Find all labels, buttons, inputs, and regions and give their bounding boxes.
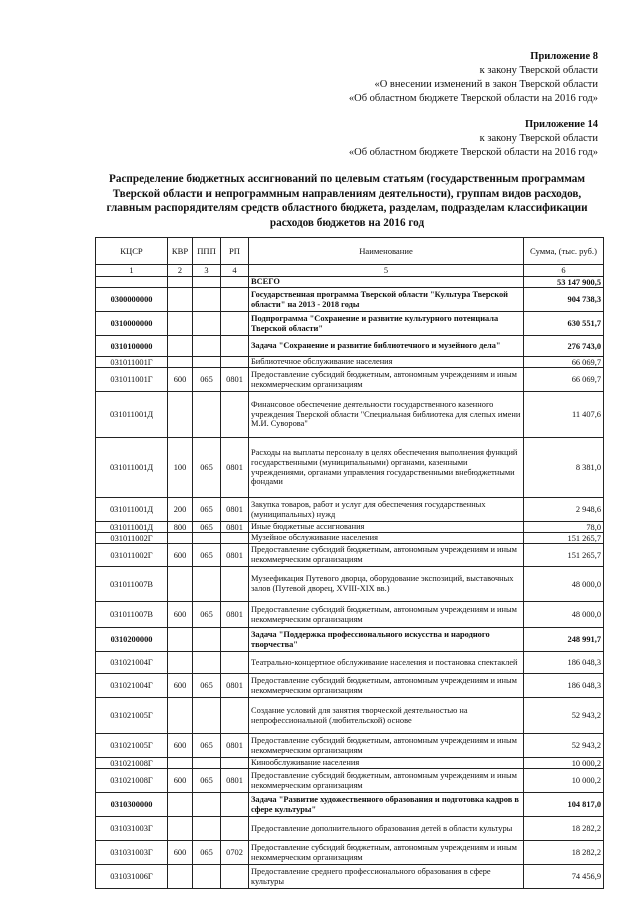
rp-cell: 0801 xyxy=(221,522,249,533)
sum-cell: 186 048,3 xyxy=(524,674,604,698)
name-cell: Предоставление субсидий бюджетным, автономным учреждениям и иным некоммерческим организациям xyxy=(249,544,524,567)
appendix-8-line2: «О внесении изменений в закон Тверской области xyxy=(374,79,598,90)
ppp-cell xyxy=(193,312,221,336)
index-cell: 3 xyxy=(193,265,221,277)
table-row xyxy=(96,628,604,652)
rp-cell: 0801 xyxy=(221,734,249,758)
rp-cell xyxy=(221,628,249,652)
name-cell: Театрально-концертное обслуживание населения и постановка спектаклей xyxy=(249,652,524,674)
ppp-cell: 065 xyxy=(193,734,221,758)
kvr-cell: 100 xyxy=(168,438,193,498)
name-cell: Библиотечное обслуживание населения xyxy=(249,357,524,368)
ppp-cell: 065 xyxy=(193,544,221,567)
kvr-cell xyxy=(168,698,193,734)
table-row xyxy=(96,567,604,602)
table-row xyxy=(96,312,604,336)
kcsr-cell: 031011001Г xyxy=(96,368,168,392)
kcsr-cell: 031011001Д xyxy=(96,438,168,498)
kcsr-cell: 0310200000 xyxy=(96,628,168,652)
ppp-cell: 065 xyxy=(193,522,221,533)
kcsr-cell: 0300000000 xyxy=(96,288,168,312)
appendix-14-line2: «Об областном бюджете Тверской области на 2016 год» xyxy=(348,147,598,158)
rp-cell: 0801 xyxy=(221,602,249,628)
col-header-kcsr: КЦСР xyxy=(96,238,168,265)
index-cell: 2 xyxy=(168,265,193,277)
ppp-cell xyxy=(193,758,221,769)
ppp-cell: 065 xyxy=(193,438,221,498)
appendix-14-label: Приложение 14 xyxy=(525,119,598,130)
ppp-cell xyxy=(193,698,221,734)
rp-cell xyxy=(221,793,249,817)
sum-cell: 151 265,7 xyxy=(524,533,604,544)
kcsr-cell: 031031003Г xyxy=(96,841,168,865)
kvr-cell: 200 xyxy=(168,498,193,522)
name-cell: Расходы на выплаты персоналу в целях обеспечения выполнения функций государственными (муниципальными) органами, казенными учреждениями, органами управления государственными внебюджетными фондами xyxy=(249,438,524,498)
col-header-rp: РП xyxy=(221,238,249,265)
sum-cell: 66 069,7 xyxy=(524,357,604,368)
kcsr-cell: 031021008Г xyxy=(96,758,168,769)
document-title: Распределение бюджетных ассигнований по целевым статьям (государственным программам Тверской области и непрограммным направлениям деятельности), группам видов расходов, главным распорядителям средств областного бюджета, разделам, подразделам классификации расходов бюджетов на 2016 год xyxy=(106,173,588,229)
kvr-cell: 600 xyxy=(168,602,193,628)
kcsr-cell: 031011001Д xyxy=(96,522,168,533)
budget-table xyxy=(95,237,604,889)
appendix-8-line3: «Об областном бюджете Тверской области на 2016 год» xyxy=(348,93,598,104)
table-row xyxy=(96,438,604,498)
kcsr-cell: 031021004Г xyxy=(96,674,168,698)
table-row xyxy=(96,498,604,522)
kvr-cell: 600 xyxy=(168,841,193,865)
kvr-cell xyxy=(168,357,193,368)
sum-cell: 18 282,2 xyxy=(524,841,604,865)
kvr-cell: 600 xyxy=(168,769,193,793)
ppp-cell xyxy=(193,817,221,841)
name-cell: Предоставление дополнительного образования детей в области культуры xyxy=(249,817,524,841)
name-cell: Предоставление субсидий бюджетным, автономным учреждениям и иным некоммерческим организациям xyxy=(249,674,524,698)
ppp-cell: 065 xyxy=(193,674,221,698)
index-cell: 5 xyxy=(249,265,524,277)
sum-cell: 630 551,7 xyxy=(524,312,604,336)
rp-cell xyxy=(221,277,249,288)
ppp-cell xyxy=(193,357,221,368)
rp-cell xyxy=(221,652,249,674)
appendix-14-header xyxy=(349,118,598,160)
sum-cell: 52 943,2 xyxy=(524,734,604,758)
col-header-kvr: КВР xyxy=(168,238,193,265)
ppp-cell xyxy=(193,793,221,817)
kvr-cell xyxy=(168,288,193,312)
ppp-cell: 065 xyxy=(193,602,221,628)
ppp-cell xyxy=(193,533,221,544)
name-cell: Предоставление субсидий бюджетным, автономным учреждениям и иным некоммерческим организациям xyxy=(249,602,524,628)
sum-cell: 2 948,6 xyxy=(524,498,604,522)
table-body xyxy=(96,277,604,889)
kcsr-cell: 031011002Г xyxy=(96,533,168,544)
ppp-cell xyxy=(193,567,221,602)
kvr-cell: 800 xyxy=(168,522,193,533)
sum-cell: 78,0 xyxy=(524,522,604,533)
rp-cell xyxy=(221,312,249,336)
table-row xyxy=(96,277,604,288)
col-header-sum: Сумма, (тыс. руб.) xyxy=(524,238,604,265)
rp-cell xyxy=(221,865,249,889)
rp-cell xyxy=(221,357,249,368)
sum-cell: 18 282,2 xyxy=(524,817,604,841)
kcsr-cell: 031021004Г xyxy=(96,652,168,674)
name-cell: Задача "Развитие художественного образования и подготовка кадров в сфере культуры" xyxy=(249,793,524,817)
sum-cell: 74 456,9 xyxy=(524,865,604,889)
kcsr-cell: 031011007В xyxy=(96,567,168,602)
index-cell: 6 xyxy=(524,265,604,277)
sum-cell: 186 048,3 xyxy=(524,652,604,674)
kcsr-cell: 031031006Г xyxy=(96,865,168,889)
ppp-cell: 065 xyxy=(193,769,221,793)
sum-cell: 151 265,7 xyxy=(524,544,604,567)
name-cell: Кинообслуживание населения xyxy=(249,758,524,769)
kvr-cell xyxy=(168,758,193,769)
ppp-cell: 065 xyxy=(193,368,221,392)
ppp-cell xyxy=(193,336,221,357)
kvr-cell xyxy=(168,277,193,288)
rp-cell: 0801 xyxy=(221,769,249,793)
kcsr-cell: 031031003Г xyxy=(96,817,168,841)
name-cell: Государственная программа Тверской области "Культура Тверской области" на 2013 - 2018 годы xyxy=(249,288,524,312)
table-row xyxy=(96,357,604,368)
table-row xyxy=(96,817,604,841)
appendix-8-line1: к закону Тверской области xyxy=(479,65,598,76)
name-cell: Создание условий для занятия творческой деятельностью на непрофессиональной (любительской) основе xyxy=(249,698,524,734)
rp-cell: 0702 xyxy=(221,841,249,865)
kvr-cell xyxy=(168,312,193,336)
sum-cell: 10 000,2 xyxy=(524,769,604,793)
table-row xyxy=(96,674,604,698)
table-row xyxy=(96,793,604,817)
name-cell: Предоставление субсидий бюджетным, автономным учреждениям и иным некоммерческим организациям xyxy=(249,841,524,865)
name-cell: ВСЕГО xyxy=(249,277,524,288)
name-cell: Предоставление субсидий бюджетным, автономным учреждениям и иным некоммерческим организациям xyxy=(249,368,524,392)
kcsr-cell: 031011001Д xyxy=(96,392,168,438)
kcsr-cell xyxy=(96,277,168,288)
kvr-cell xyxy=(168,533,193,544)
index-cell: 4 xyxy=(221,265,249,277)
name-cell: Закупка товаров, работ и услуг для обеспечения государственных (муниципальных) нужд xyxy=(249,498,524,522)
kvr-cell xyxy=(168,865,193,889)
rp-cell: 0801 xyxy=(221,438,249,498)
kcsr-cell: 031011007В xyxy=(96,602,168,628)
kvr-cell xyxy=(168,793,193,817)
kvr-cell: 600 xyxy=(168,544,193,567)
kcsr-cell: 0310100000 xyxy=(96,336,168,357)
table-row xyxy=(96,533,604,544)
table-row xyxy=(96,392,604,438)
rp-cell: 0801 xyxy=(221,544,249,567)
kcsr-cell: 0310300000 xyxy=(96,793,168,817)
table-row xyxy=(96,652,604,674)
name-cell: Предоставление субсидий бюджетным, автономным учреждениям и иным некоммерческим организациям xyxy=(249,769,524,793)
rp-cell xyxy=(221,758,249,769)
table-row xyxy=(96,734,604,758)
sum-cell: 8 381,0 xyxy=(524,438,604,498)
sum-cell: 48 000,0 xyxy=(524,567,604,602)
appendix-8-header xyxy=(349,50,598,106)
kvr-cell xyxy=(168,817,193,841)
ppp-cell xyxy=(193,392,221,438)
name-cell: Подпрограмма "Сохранение и развитие культурного потенциала Тверской области" xyxy=(249,312,524,336)
kcsr-cell: 031021005Г xyxy=(96,734,168,758)
index-cell: 1 xyxy=(96,265,168,277)
kcsr-cell: 0310000000 xyxy=(96,312,168,336)
table-index-row xyxy=(96,265,604,277)
rp-cell xyxy=(221,288,249,312)
col-header-ppp: ППП xyxy=(193,238,221,265)
table-row xyxy=(96,841,604,865)
kcsr-cell: 031011001Д xyxy=(96,498,168,522)
kvr-cell: 600 xyxy=(168,368,193,392)
table-row xyxy=(96,758,604,769)
rp-cell xyxy=(221,392,249,438)
table-row xyxy=(96,288,604,312)
sum-cell: 904 738,3 xyxy=(524,288,604,312)
name-cell: Финансовое обеспечение деятельности государственного казенного учреждения Тверской области "Специальная библиотека для слепых имени М.И. Суворова" xyxy=(249,392,524,438)
name-cell: Иные бюджетные ассигнования xyxy=(249,522,524,533)
sum-cell: 48 000,0 xyxy=(524,602,604,628)
table-row xyxy=(96,865,604,889)
ppp-cell xyxy=(193,652,221,674)
kcsr-cell: 031011001Г xyxy=(96,357,168,368)
table-row xyxy=(96,602,604,628)
appendix-14-line1: к закону Тверской области xyxy=(479,133,598,144)
rp-cell xyxy=(221,567,249,602)
table-row xyxy=(96,544,604,567)
appendix-8-label: Приложение 8 xyxy=(530,51,598,62)
sum-cell: 248 991,7 xyxy=(524,628,604,652)
sum-cell: 53 147 900,5 xyxy=(524,277,604,288)
kcsr-cell: 031021008Г xyxy=(96,769,168,793)
name-cell: Музейное обслуживание населения xyxy=(249,533,524,544)
sum-cell: 104 817,0 xyxy=(524,793,604,817)
kcsr-cell: 031011002Г xyxy=(96,544,168,567)
col-header-name: Наименование xyxy=(249,238,524,265)
ppp-cell: 065 xyxy=(193,841,221,865)
name-cell: Музеефикация Путевого дворца, оборудование экспозиций, выставочных залов (Путевой дворец, XVIII-XIX вв.) xyxy=(249,567,524,602)
sum-cell: 10 000,2 xyxy=(524,758,604,769)
name-cell: Задача "Сохранение и развитие библиотечного и музейного дела" xyxy=(249,336,524,357)
table-row xyxy=(96,698,604,734)
kvr-cell xyxy=(168,392,193,438)
table-row xyxy=(96,522,604,533)
name-cell: Предоставление субсидий бюджетным, автономным учреждениям и иным некоммерческим организациям xyxy=(249,734,524,758)
rp-cell xyxy=(221,817,249,841)
ppp-cell xyxy=(193,865,221,889)
rp-cell xyxy=(221,336,249,357)
name-cell: Предоставление среднего профессионального образования в сфере культуры xyxy=(249,865,524,889)
sum-cell: 11 407,6 xyxy=(524,392,604,438)
ppp-cell: 065 xyxy=(193,498,221,522)
rp-cell xyxy=(221,533,249,544)
kvr-cell xyxy=(168,628,193,652)
kvr-cell xyxy=(168,336,193,357)
ppp-cell xyxy=(193,277,221,288)
rp-cell: 0801 xyxy=(221,498,249,522)
kvr-cell xyxy=(168,567,193,602)
name-cell: Задача "Поддержка профессионального искусства и народного творчества" xyxy=(249,628,524,652)
rp-cell: 0801 xyxy=(221,674,249,698)
sum-cell: 276 743,0 xyxy=(524,336,604,357)
table-row xyxy=(96,368,604,392)
kvr-cell: 600 xyxy=(168,734,193,758)
kcsr-cell: 031021005Г xyxy=(96,698,168,734)
rp-cell xyxy=(221,698,249,734)
table-row xyxy=(96,769,604,793)
sum-cell: 52 943,2 xyxy=(524,698,604,734)
rp-cell: 0801 xyxy=(221,368,249,392)
table-header-row xyxy=(96,238,604,265)
sum-cell: 66 069,7 xyxy=(524,368,604,392)
kvr-cell xyxy=(168,652,193,674)
ppp-cell xyxy=(193,288,221,312)
table-row xyxy=(96,336,604,357)
ppp-cell xyxy=(193,628,221,652)
kvr-cell: 600 xyxy=(168,674,193,698)
